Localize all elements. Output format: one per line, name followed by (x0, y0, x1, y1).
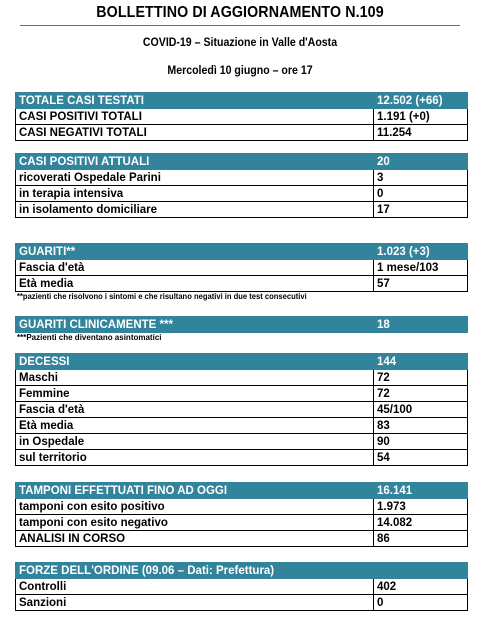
tests-table (15, 92, 468, 141)
row-label: Fascia d'età (16, 260, 374, 276)
row-label: Fascia d'età (16, 402, 374, 418)
row-label: sul territorio (16, 450, 374, 466)
bulletin-title: BOLLETTINO DI AGGIORNAMENTO N.109 (96, 4, 384, 21)
table-row (16, 109, 468, 125)
table-row (16, 370, 468, 386)
row-label: Età media (16, 418, 374, 434)
table-header-row (16, 354, 468, 370)
swabs-header-value: 16.141 (374, 483, 468, 499)
police-table (15, 562, 468, 611)
table-row (16, 402, 468, 418)
recovered-header-label: GUARITI** (16, 244, 374, 260)
row-label: Sanzioni (16, 595, 374, 611)
row-value: 11.254 (374, 125, 468, 141)
row-value: 72 (374, 370, 468, 386)
row-label: ANALISI IN CORSO (16, 531, 374, 547)
table-row (16, 515, 468, 531)
police-header-label: FORZE DELL'ORDINE (09.06 – Dati: Prefettura) (16, 563, 374, 579)
table-row (16, 276, 468, 292)
row-label: tamponi con esito negativo (16, 515, 374, 531)
title-divider (20, 25, 460, 26)
footnote-mark: *** (17, 333, 27, 342)
row-label: tamponi con esito positivo (16, 499, 374, 515)
row-label: CASI NEGATIVI TOTALI (16, 125, 374, 141)
tests-header-value: 12.502 (+66) (374, 93, 468, 109)
row-label: in Ospedale (16, 434, 374, 450)
row-value: 0 (374, 186, 468, 202)
police-header-value (374, 563, 468, 579)
current-cases-header-value: 20 (374, 154, 468, 170)
table-row (16, 202, 468, 218)
table-header-row (16, 244, 468, 260)
row-value: 45/100 (374, 402, 468, 418)
deaths-header-value: 144 (374, 354, 468, 370)
row-label: Maschi (16, 370, 374, 386)
clinically-recovered-table (15, 316, 468, 333)
row-value: 54 (374, 450, 468, 466)
table-header-row (16, 154, 468, 170)
row-value: 3 (374, 170, 468, 186)
row-value: 14.082 (374, 515, 468, 531)
row-label: in isolamento domiciliare (16, 202, 374, 218)
deaths-table (15, 353, 468, 466)
row-label: CASI POSITIVI TOTALI (16, 109, 374, 125)
tests-header-label: TOTALE CASI TESTATI (16, 93, 374, 109)
current-cases-header-label: CASI POSITIVI ATTUALI (16, 154, 374, 170)
row-value: 57 (374, 276, 468, 292)
swabs-table (15, 482, 468, 547)
recovered-table (15, 243, 468, 292)
row-value: 72 (374, 386, 468, 402)
row-label: Età media (16, 276, 374, 292)
swabs-header-label: TAMPONI EFFETTUATI FINO AD OGGI (16, 483, 374, 499)
clinically-recovered-header-value: 18 (374, 317, 468, 333)
table-row (16, 386, 468, 402)
row-value: 86 (374, 531, 468, 547)
table-row (16, 531, 468, 547)
recovered-header-value: 1.023 (+3) (374, 244, 468, 260)
row-value: 83 (374, 418, 468, 434)
row-label: Controlli (16, 579, 374, 595)
row-label: Femmine (16, 386, 374, 402)
table-row (16, 595, 468, 611)
table-row (16, 260, 468, 276)
table-row (16, 434, 468, 450)
deaths-header-label: DECESSI (16, 354, 374, 370)
row-label: in terapia intensiva (16, 186, 374, 202)
footnote-mark: ** (17, 292, 23, 301)
footnote-text: Pazienti che diventano asintomatici (26, 333, 162, 342)
row-value: 90 (374, 434, 468, 450)
table-row (16, 418, 468, 434)
row-value: 402 (374, 579, 468, 595)
row-value: 1 mese/103 (374, 260, 468, 276)
table-row (16, 125, 468, 141)
row-value: 1.191 (+0) (374, 109, 468, 125)
bulletin-subtitle: COVID-19 – Situazione in Valle d'Aosta (142, 37, 338, 49)
row-value: 1.973 (374, 499, 468, 515)
row-value: 17 (374, 202, 468, 218)
table-row (16, 579, 468, 595)
table-header-row (16, 563, 468, 579)
clinically-recovered-header-label: GUARITI CLINICAMENTE *** (16, 317, 374, 333)
recovered-footnote (17, 292, 322, 301)
table-header-row (16, 483, 468, 499)
row-value: 0 (374, 595, 468, 611)
clinically-recovered-footnote (17, 333, 162, 342)
table-row (16, 499, 468, 515)
footnote-text: pazienti che risolvono i sintomi e che risultano negativi in due test consecutivi (22, 292, 307, 301)
table-row (16, 450, 468, 466)
table-header-row (16, 93, 468, 109)
bulletin-date: Mercoledì 10 giugno – ore 17 (167, 65, 313, 77)
table-row (16, 186, 468, 202)
current-cases-table (15, 153, 468, 218)
table-header-row (16, 317, 468, 333)
table-row (16, 170, 468, 186)
row-label: ricoverati Ospedale Parini (16, 170, 374, 186)
